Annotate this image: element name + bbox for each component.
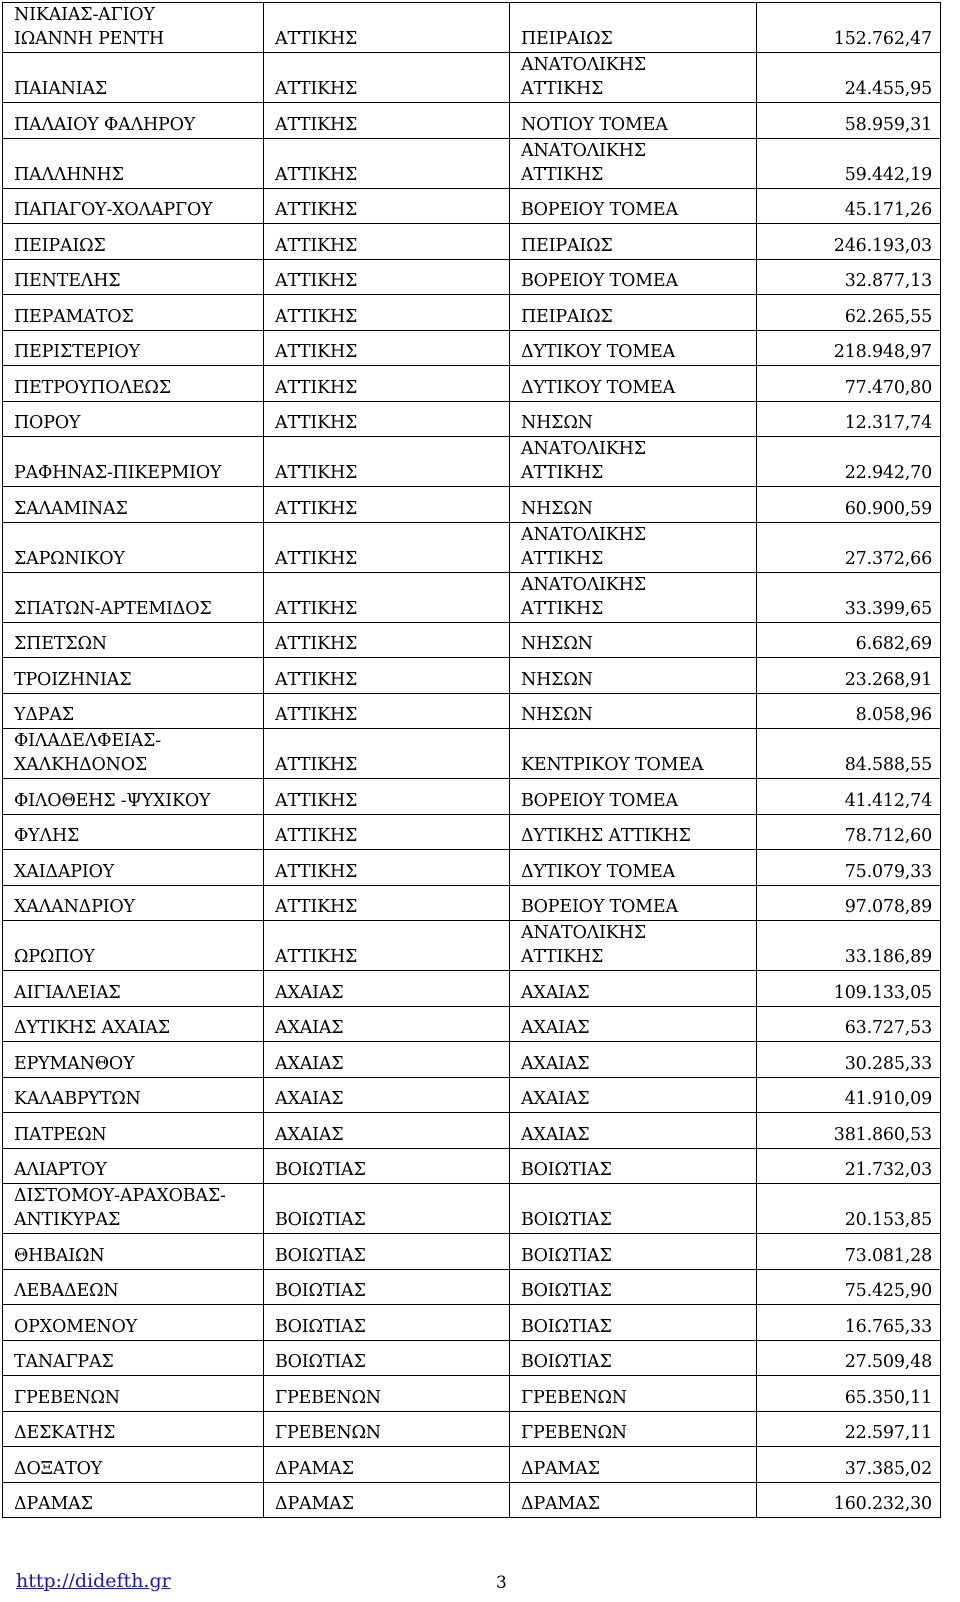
cell-prefecture: ΑΤΤΙΚΗΣ [264, 487, 510, 523]
cell-sector: ΑΧΑΙΑΣ [510, 1042, 757, 1078]
cell-sector: ΒΟΙΩΤΙΑΣ [510, 1234, 757, 1270]
cell-sector: ΔΥΤΙΚΟΥ ΤΟΜΕΑ [510, 330, 757, 366]
cell-prefecture: ΑΧΑΙΑΣ [264, 1042, 510, 1078]
table-row [3, 437, 941, 487]
cell-municipality: ΤΑΝΑΓΡΑΣ [3, 1340, 264, 1376]
cell-municipality: ΠΕΤΡΟΥΠΟΛΕΩΣ [3, 366, 264, 402]
cell-sector: ΒΟΡΕΙΟΥ ΤΟΜΕΑ [510, 779, 757, 815]
table-row [3, 1482, 941, 1518]
cell-sector: ΝΗΣΩΝ [510, 693, 757, 729]
cell-sector: ΝΗΣΩΝ [510, 487, 757, 523]
cell-municipality: ΠΑΛΑΙΟΥ ΦΑΛΗΡΟΥ [3, 103, 264, 139]
cell-sector: ΒΟΙΩΤΙΑΣ [510, 1340, 757, 1376]
cell-prefecture: ΑΤΤΙΚΗΣ [264, 658, 510, 694]
table-row [3, 885, 941, 921]
cell-sector: ΑΧΑΙΑΣ [510, 971, 757, 1007]
cell-prefecture: ΑΤΤΙΚΗΣ [264, 522, 510, 572]
cell-sector: ΝΟΤΙΟΥ ΤΟΜΕΑ [510, 103, 757, 139]
page-number: 3 [496, 1573, 507, 1593]
cell-municipality: ΦΙΛΑΔΕΛΦΕΙΑΣ- ΧΑΛΚΗΔΟΝΟΣ [3, 729, 264, 779]
cell-municipality: ΠΕΝΤΕΛΗΣ [3, 259, 264, 295]
cell-amount: 41.412,74 [757, 779, 941, 815]
cell-municipality: ΟΡΧΟΜΕΝΟΥ [3, 1305, 264, 1341]
cell-sector: ΔΡΑΜΑΣ [510, 1482, 757, 1518]
cell-sector: ΓΡΕΒΕΝΩΝ [510, 1376, 757, 1412]
table-row [3, 921, 941, 971]
cell-prefecture: ΑΧΑΙΑΣ [264, 1077, 510, 1113]
table-row [3, 1184, 941, 1234]
cell-sector: ΑΝΑΤΟΛΙΚΗΣ ΑΤΤΙΚΗΣ [510, 572, 757, 622]
cell-prefecture: ΑΤΤΙΚΗΣ [264, 295, 510, 331]
cell-sector: ΑΝΑΤΟΛΙΚΗΣ ΑΤΤΙΚΗΣ [510, 921, 757, 971]
cell-municipality: ΠΟΡΟΥ [3, 401, 264, 437]
table-row [3, 1269, 941, 1305]
cell-amount: 59.442,19 [757, 138, 941, 188]
table-row [3, 658, 941, 694]
table-row [3, 224, 941, 260]
cell-municipality: ΑΙΓΙΑΛΕΙΑΣ [3, 971, 264, 1007]
cell-amount: 78.712,60 [757, 814, 941, 850]
cell-prefecture: ΒΟΙΩΤΙΑΣ [264, 1340, 510, 1376]
cell-municipality: ΠΑΙΑΝΙΑΣ [3, 53, 264, 103]
cell-prefecture: ΒΟΙΩΤΙΑΣ [264, 1184, 510, 1234]
table-row [3, 487, 941, 523]
table-row [3, 138, 941, 188]
table-row [3, 3, 941, 53]
cell-municipality: ΦΥΛΗΣ [3, 814, 264, 850]
cell-amount: 62.265,55 [757, 295, 941, 331]
table-row [3, 1305, 941, 1341]
cell-amount: 21.732,03 [757, 1148, 941, 1184]
cell-municipality: ΔΙΣΤΟΜΟΥ-ΑΡΑΧΟΒΑΣ- ΑΝΤΙΚΥΡΑΣ [3, 1184, 264, 1234]
cell-municipality: ΩΡΩΠΟΥ [3, 921, 264, 971]
cell-prefecture: ΑΤΤΙΚΗΣ [264, 729, 510, 779]
cell-amount: 97.078,89 [757, 885, 941, 921]
cell-prefecture: ΑΤΤΙΚΗΣ [264, 103, 510, 139]
cell-amount: 16.765,33 [757, 1305, 941, 1341]
cell-prefecture: ΑΤΤΙΚΗΣ [264, 437, 510, 487]
cell-municipality: ΝΙΚΑΙΑΣ-ΑΓΙΟΥ ΙΩΑΝΝΗ ΡΕΝΤΗ [3, 3, 264, 53]
cell-sector: ΝΗΣΩΝ [510, 622, 757, 658]
cell-prefecture: ΑΤΤΙΚΗΣ [264, 572, 510, 622]
cell-municipality: ΠΕΙΡΑΙΩΣ [3, 224, 264, 260]
cell-sector: ΒΟΙΩΤΙΑΣ [510, 1148, 757, 1184]
cell-municipality: ΧΑΛΑΝΔΡΙΟΥ [3, 885, 264, 921]
table-row [3, 188, 941, 224]
table-row [3, 693, 941, 729]
cell-amount: 65.350,11 [757, 1376, 941, 1412]
table-row [3, 572, 941, 622]
cell-amount: 6.682,69 [757, 622, 941, 658]
cell-amount: 63.727,53 [757, 1006, 941, 1042]
cell-amount: 30.285,33 [757, 1042, 941, 1078]
cell-prefecture: ΑΤΤΙΚΗΣ [264, 330, 510, 366]
cell-sector: ΒΟΡΕΙΟΥ ΤΟΜΕΑ [510, 188, 757, 224]
cell-sector: ΒΟΙΩΤΙΑΣ [510, 1305, 757, 1341]
table-row [3, 259, 941, 295]
cell-amount: 75.425,90 [757, 1269, 941, 1305]
cell-amount: 58.959,31 [757, 103, 941, 139]
cell-sector: ΒΟΙΩΤΙΑΣ [510, 1269, 757, 1305]
cell-municipality: ΠΕΡΑΜΑΤΟΣ [3, 295, 264, 331]
cell-amount: 33.399,65 [757, 572, 941, 622]
data-table [2, 2, 941, 1518]
cell-amount: 60.900,59 [757, 487, 941, 523]
cell-amount: 41.910,09 [757, 1077, 941, 1113]
table-row [3, 522, 941, 572]
cell-sector: ΔΥΤΙΚΟΥ ΤΟΜΕΑ [510, 366, 757, 402]
cell-municipality: ΠΑΤΡΕΩΝ [3, 1113, 264, 1149]
cell-sector: ΚΕΝΤΡΙΚΟΥ ΤΟΜΕΑ [510, 729, 757, 779]
cell-prefecture: ΑΤΤΙΚΗΣ [264, 3, 510, 53]
cell-prefecture: ΑΤΤΙΚΗΣ [264, 188, 510, 224]
cell-municipality: ΡΑΦΗΝΑΣ-ΠΙΚΕΡΜΙΟΥ [3, 437, 264, 487]
cell-prefecture: ΑΤΤΙΚΗΣ [264, 814, 510, 850]
cell-municipality: ΑΛΙΑΡΤΟΥ [3, 1148, 264, 1184]
table-row [3, 1447, 941, 1483]
cell-amount: 381.860,53 [757, 1113, 941, 1149]
table-row [3, 850, 941, 886]
cell-municipality: ΣΠΑΤΩΝ-ΑΡΤΕΜΙΔΟΣ [3, 572, 264, 622]
cell-prefecture: ΑΧΑΙΑΣ [264, 1006, 510, 1042]
cell-amount: 20.153,85 [757, 1184, 941, 1234]
cell-prefecture: ΑΤΤΙΚΗΣ [264, 366, 510, 402]
table-row [3, 622, 941, 658]
cell-prefecture: ΑΤΤΙΚΗΣ [264, 53, 510, 103]
table-row [3, 366, 941, 402]
cell-amount: 218.948,97 [757, 330, 941, 366]
cell-prefecture: ΒΟΙΩΤΙΑΣ [264, 1269, 510, 1305]
cell-municipality: ΕΡΥΜΑΝΘΟΥ [3, 1042, 264, 1078]
footer-website-link[interactable]: http://didefth.gr [16, 1570, 171, 1592]
cell-prefecture: ΑΤΤΙΚΗΣ [264, 921, 510, 971]
table-row [3, 971, 941, 1007]
cell-amount: 75.079,33 [757, 850, 941, 886]
table-row [3, 295, 941, 331]
cell-amount: 37.385,02 [757, 1447, 941, 1483]
cell-sector: ΔΥΤΙΚΗΣ ΑΤΤΙΚΗΣ [510, 814, 757, 850]
cell-amount: 22.942,70 [757, 437, 941, 487]
cell-amount: 77.470,80 [757, 366, 941, 402]
cell-sector: ΠΕΙΡΑΙΩΣ [510, 3, 757, 53]
cell-sector: ΑΝΑΤΟΛΙΚΗΣ ΑΤΤΙΚΗΣ [510, 53, 757, 103]
cell-prefecture: ΑΤΤΙΚΗΣ [264, 693, 510, 729]
cell-municipality: ΘΗΒΑΙΩΝ [3, 1234, 264, 1270]
cell-amount: 24.455,95 [757, 53, 941, 103]
cell-municipality: ΧΑΙΔΑΡΙΟΥ [3, 850, 264, 886]
cell-sector: ΔΡΑΜΑΣ [510, 1447, 757, 1483]
cell-sector: ΑΧΑΙΑΣ [510, 1006, 757, 1042]
cell-amount: 160.232,30 [757, 1482, 941, 1518]
cell-municipality: ΔΥΤΙΚΗΣ ΑΧΑΙΑΣ [3, 1006, 264, 1042]
cell-sector: ΓΡΕΒΕΝΩΝ [510, 1411, 757, 1447]
cell-prefecture: ΑΧΑΙΑΣ [264, 971, 510, 1007]
cell-municipality: ΣΑΡΩΝΙΚΟΥ [3, 522, 264, 572]
cell-municipality: ΠΑΛΛΗΝΗΣ [3, 138, 264, 188]
cell-prefecture: ΑΤΤΙΚΗΣ [264, 138, 510, 188]
cell-prefecture: ΓΡΕΒΕΝΩΝ [264, 1411, 510, 1447]
cell-municipality: ΥΔΡΑΣ [3, 693, 264, 729]
cell-amount: 23.268,91 [757, 658, 941, 694]
table-row [3, 1077, 941, 1113]
cell-sector: ΝΗΣΩΝ [510, 658, 757, 694]
cell-sector: ΒΟΙΩΤΙΑΣ [510, 1184, 757, 1234]
cell-amount: 84.588,55 [757, 729, 941, 779]
cell-sector: ΑΝΑΤΟΛΙΚΗΣ ΑΤΤΙΚΗΣ [510, 437, 757, 487]
cell-sector: ΠΕΙΡΑΙΩΣ [510, 295, 757, 331]
table-row [3, 814, 941, 850]
table-row [3, 330, 941, 366]
cell-amount: 45.171,26 [757, 188, 941, 224]
cell-prefecture: ΑΤΤΙΚΗΣ [264, 224, 510, 260]
cell-amount: 22.597,11 [757, 1411, 941, 1447]
cell-municipality: ΔΟΞΑΤΟΥ [3, 1447, 264, 1483]
cell-prefecture: ΑΤΤΙΚΗΣ [264, 850, 510, 886]
cell-municipality: ΚΑΛΑΒΡΥΤΩΝ [3, 1077, 264, 1113]
cell-amount: 152.762,47 [757, 3, 941, 53]
cell-amount: 73.081,28 [757, 1234, 941, 1270]
table-row [3, 1148, 941, 1184]
cell-prefecture: ΔΡΑΜΑΣ [264, 1482, 510, 1518]
table-row [3, 103, 941, 139]
cell-prefecture: ΑΤΤΙΚΗΣ [264, 885, 510, 921]
cell-amount: 246.193,03 [757, 224, 941, 260]
cell-amount: 12.317,74 [757, 401, 941, 437]
cell-amount: 32.877,13 [757, 259, 941, 295]
table-row [3, 1411, 941, 1447]
cell-prefecture: ΑΧΑΙΑΣ [264, 1113, 510, 1149]
cell-municipality: ΔΡΑΜΑΣ [3, 1482, 264, 1518]
table-row [3, 1376, 941, 1412]
data-table-container [2, 2, 940, 1518]
cell-sector: ΔΥΤΙΚΟΥ ΤΟΜΕΑ [510, 850, 757, 886]
cell-prefecture: ΑΤΤΙΚΗΣ [264, 622, 510, 658]
cell-prefecture: ΒΟΙΩΤΙΑΣ [264, 1305, 510, 1341]
cell-prefecture: ΒΟΙΩΤΙΑΣ [264, 1148, 510, 1184]
table-row [3, 779, 941, 815]
cell-amount: 109.133,05 [757, 971, 941, 1007]
cell-sector: ΠΕΙΡΑΙΩΣ [510, 224, 757, 260]
cell-prefecture: ΑΤΤΙΚΗΣ [264, 779, 510, 815]
cell-municipality: ΛΕΒΑΔΕΩΝ [3, 1269, 264, 1305]
cell-municipality: ΔΕΣΚΑΤΗΣ [3, 1411, 264, 1447]
table-row [3, 1042, 941, 1078]
table-row [3, 53, 941, 103]
cell-municipality: ΦΙΛΟΘΕΗΣ -ΨΥΧΙΚΟΥ [3, 779, 264, 815]
table-row [3, 1006, 941, 1042]
cell-sector: ΑΝΑΤΟΛΙΚΗΣ ΑΤΤΙΚΗΣ [510, 138, 757, 188]
cell-sector: ΑΧΑΙΑΣ [510, 1077, 757, 1113]
cell-amount: 27.372,66 [757, 522, 941, 572]
table-row [3, 1340, 941, 1376]
cell-municipality: ΓΡΕΒΕΝΩΝ [3, 1376, 264, 1412]
cell-municipality: ΣΠΕΤΣΩΝ [3, 622, 264, 658]
cell-amount: 33.186,89 [757, 921, 941, 971]
table-body [3, 3, 941, 1518]
cell-sector: ΒΟΡΕΙΟΥ ΤΟΜΕΑ [510, 885, 757, 921]
cell-municipality: ΠΕΡΙΣΤΕΡΙΟΥ [3, 330, 264, 366]
cell-sector: ΝΗΣΩΝ [510, 401, 757, 437]
cell-sector: ΑΧΑΙΑΣ [510, 1113, 757, 1149]
cell-amount: 8.058,96 [757, 693, 941, 729]
table-row [3, 729, 941, 779]
table-row [3, 1113, 941, 1149]
cell-prefecture: ΑΤΤΙΚΗΣ [264, 259, 510, 295]
cell-sector: ΑΝΑΤΟΛΙΚΗΣ ΑΤΤΙΚΗΣ [510, 522, 757, 572]
table-row [3, 1234, 941, 1270]
cell-sector: ΒΟΡΕΙΟΥ ΤΟΜΕΑ [510, 259, 757, 295]
table-row [3, 401, 941, 437]
cell-municipality: ΤΡΟΙΖΗΝΙΑΣ [3, 658, 264, 694]
cell-municipality: ΣΑΛΑΜΙΝΑΣ [3, 487, 264, 523]
cell-prefecture: ΔΡΑΜΑΣ [264, 1447, 510, 1483]
cell-prefecture: ΒΟΙΩΤΙΑΣ [264, 1234, 510, 1270]
cell-municipality: ΠΑΠΑΓΟΥ-ΧΟΛΑΡΓΟΥ [3, 188, 264, 224]
cell-amount: 27.509,48 [757, 1340, 941, 1376]
cell-prefecture: ΑΤΤΙΚΗΣ [264, 401, 510, 437]
cell-prefecture: ΓΡΕΒΕΝΩΝ [264, 1376, 510, 1412]
